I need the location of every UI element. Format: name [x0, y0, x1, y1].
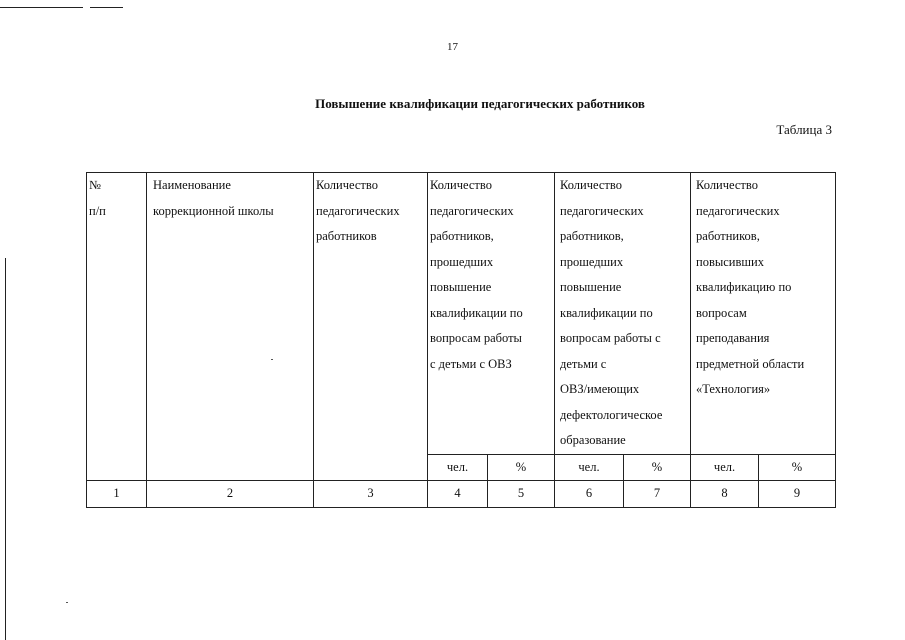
- header-text-line: Количество: [316, 178, 378, 192]
- header-cell-teacher-count: [314, 173, 428, 481]
- column-number-cell: 2: [147, 481, 314, 508]
- subheader-cell: чел.: [555, 454, 624, 481]
- header-text-line: детьми с: [560, 356, 607, 371]
- subheader-cell: чел.: [428, 454, 488, 481]
- column-number-cell: 8: [691, 481, 759, 508]
- header-text-line: №: [89, 178, 101, 192]
- header-text-line: «Технология»: [696, 382, 771, 396]
- column-number-cell: 5: [488, 481, 555, 508]
- header-text-line: п/п: [89, 203, 106, 218]
- header-text-line: коррекционной школы: [153, 203, 274, 218]
- column-number-cell: 6: [555, 481, 624, 508]
- header-text-line: повысивших: [696, 254, 764, 269]
- header-text-line: вопросам работы: [430, 331, 522, 345]
- header-text-line: работников: [316, 229, 377, 243]
- header-text-line: квалификации по: [430, 305, 523, 320]
- header-text-line: предметной области: [696, 356, 805, 371]
- header-text-line: вопросам: [696, 305, 747, 320]
- column-number-cell: 9: [759, 481, 836, 508]
- header-cell-school-name: [147, 173, 314, 481]
- header-text-line: ОВЗ/имеющих: [560, 382, 640, 396]
- header-text-line: работников,: [696, 229, 760, 243]
- document-title: Повышение квалификации педагогических работников: [315, 96, 645, 111]
- header-text-line: педагогических: [696, 203, 780, 218]
- header-text-line: педагогических: [430, 203, 514, 218]
- header-cell-trained-technology: [691, 173, 836, 455]
- scan-speck: [66, 602, 68, 603]
- header-text-line: вопросам работы с: [560, 331, 661, 345]
- column-number-cell: 4: [428, 481, 488, 508]
- header-text-line: повышение: [560, 280, 622, 294]
- page-number: 17: [447, 41, 458, 53]
- header-cell-number: [87, 173, 147, 481]
- column-number-cell: 7: [624, 481, 691, 508]
- header-text-line: квалификации по: [560, 305, 653, 320]
- header-text-line: квалификацию по: [696, 280, 792, 294]
- header-text-line: Наименование: [153, 178, 231, 192]
- scan-artifact-left-edge: [5, 258, 6, 640]
- header-text-line: преподавания: [696, 331, 770, 345]
- subheader-cell: чел.: [691, 454, 759, 481]
- header-text-line: повышение: [430, 280, 492, 294]
- header-cell-trained-ovz: [428, 173, 555, 455]
- header-text-line: образование: [560, 433, 626, 447]
- header-text-line: дефектологическое: [560, 407, 663, 422]
- header-cell-trained-defectology: [555, 173, 691, 455]
- table-caption: Таблица 3: [776, 122, 832, 137]
- qualification-table: [86, 172, 836, 508]
- header-row: [87, 173, 836, 455]
- header-text-line: педагогических: [560, 203, 644, 218]
- subheader-cell: %: [488, 454, 555, 481]
- scan-artifact-top-left-2: [90, 7, 123, 8]
- header-text-line: работников,: [560, 229, 624, 243]
- header-text-line: с детьми с ОВЗ: [430, 356, 512, 371]
- header-text-line: Количество: [560, 178, 622, 192]
- subheader-cell: %: [624, 454, 691, 481]
- column-number-row: [87, 481, 836, 508]
- subheader-cell: %: [759, 454, 836, 481]
- header-text-line: прошедших: [560, 254, 624, 269]
- header-text-line: работников,: [430, 229, 494, 243]
- header-text-line: прошедших: [430, 254, 494, 269]
- column-number-cell: 1: [87, 481, 147, 508]
- scan-artifact-top-left: [0, 7, 83, 8]
- header-text-line: Количество: [696, 178, 758, 192]
- header-text-line: Количество: [430, 178, 492, 192]
- column-number-cell: 3: [314, 481, 428, 508]
- header-text-line: педагогических: [316, 203, 400, 218]
